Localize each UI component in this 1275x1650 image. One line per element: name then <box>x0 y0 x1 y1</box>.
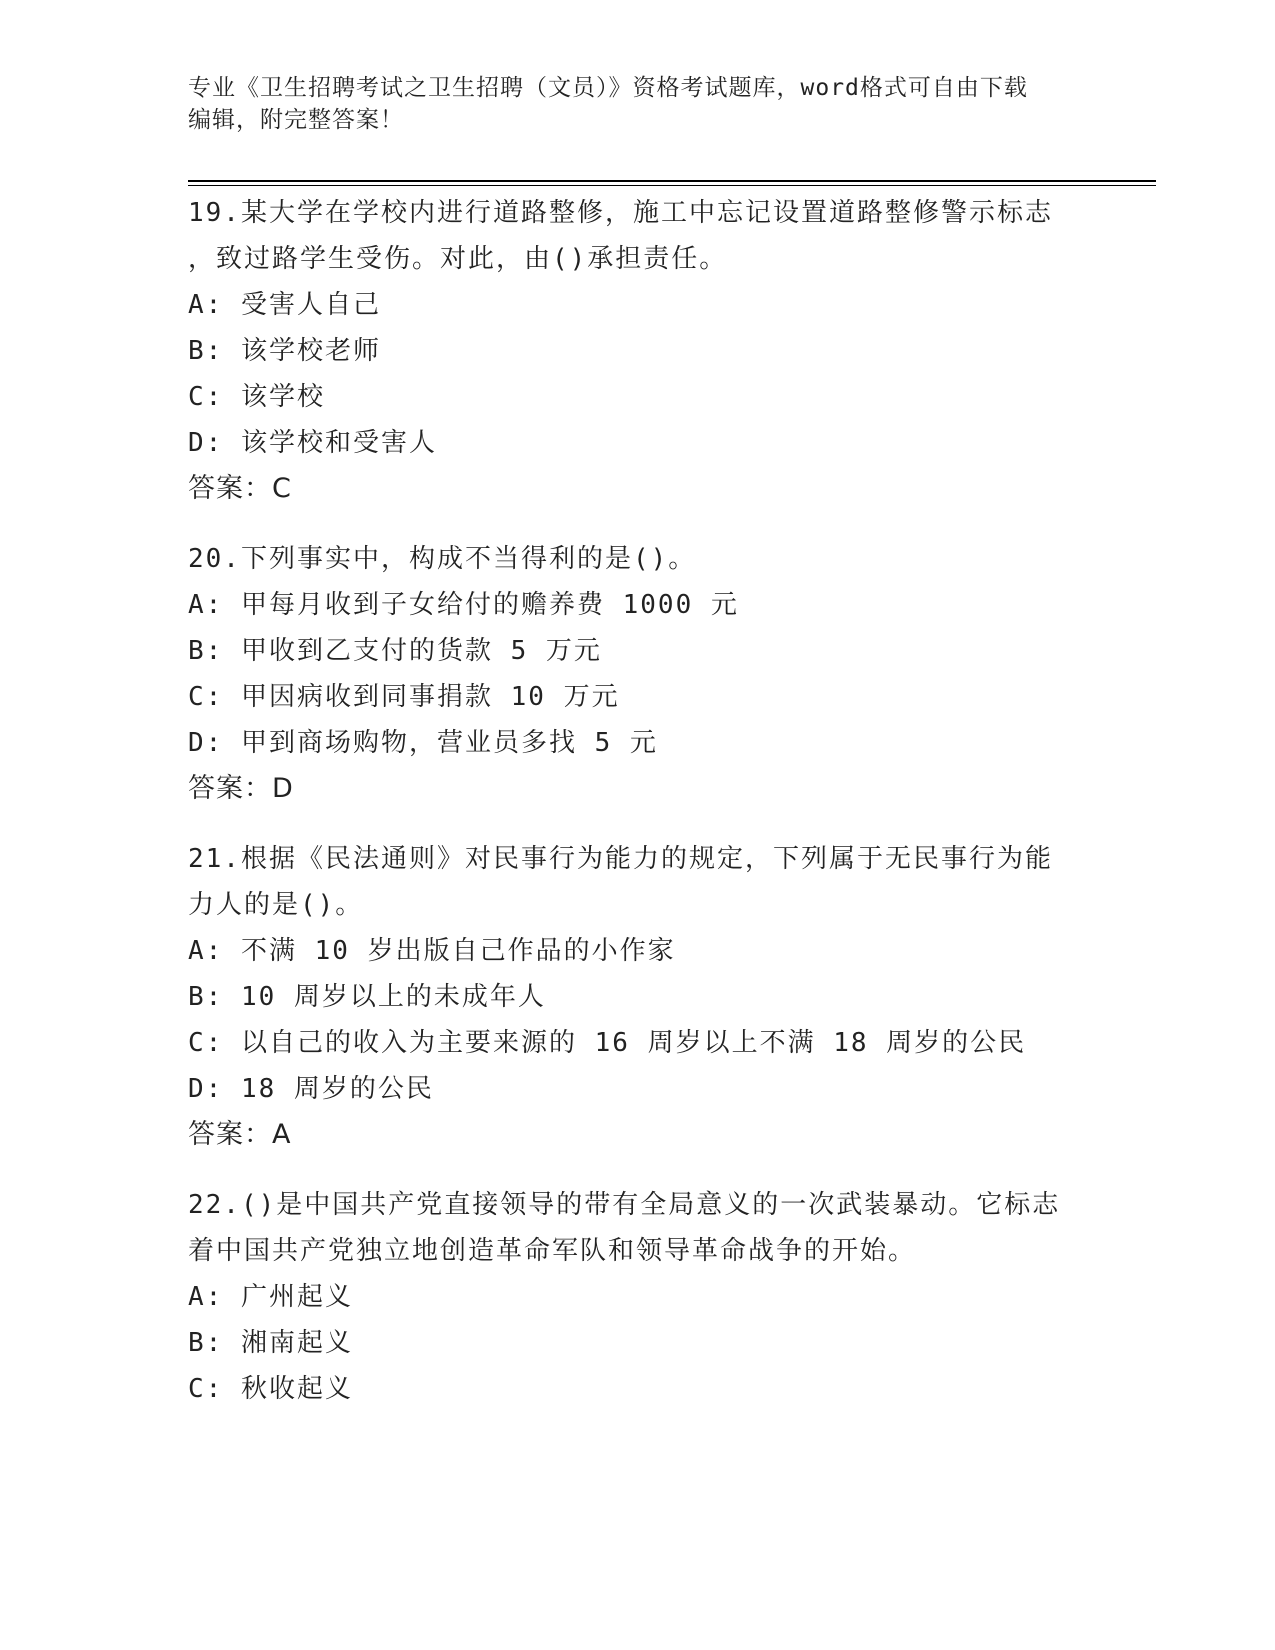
option-a: A: 甲每月收到子女给付的赡养费 1000 元 <box>188 590 739 620</box>
answer-line: 答案：C <box>188 473 292 504</box>
option-c: C: 以自己的收入为主要来源的 16 周岁以上不满 18 周岁的公民 <box>188 1028 1027 1058</box>
option-c: C: 该学校 <box>188 382 325 412</box>
question-20 <box>188 536 1088 812</box>
question-stem-continued: ，致过路学生受伤。对此，由()承担责任。 <box>188 244 728 274</box>
question-stem: 19.某大学在学校内进行道路整修，施工中忘记设置道路整修警示标志 <box>188 198 1053 228</box>
question-stem-continued: 着中国共产党独立地创造革命军队和领导革命战争的开始。 <box>188 1236 917 1266</box>
question-stem-continued: 力人的是()。 <box>188 890 364 920</box>
header-divider-thin <box>188 185 1156 186</box>
option-d: D: 18 周岁的公民 <box>188 1074 434 1104</box>
question-list <box>188 190 1088 1436</box>
question-stem: 21.根据《民法通则》对民事行为能力的规定，下列属于无民事行为能 <box>188 844 1053 874</box>
option-b: B: 10 周岁以上的未成年人 <box>188 982 546 1012</box>
header-line-1: 专业《卫生招聘考试之卫生招聘（文员）》资格考试题库，word格式可自由下载 <box>188 75 1028 101</box>
question-21 <box>188 836 1088 1158</box>
document-header <box>188 72 1088 136</box>
option-a: A: 受害人自己 <box>188 290 381 320</box>
question-stem: 22.()是中国共产党直接领导的带有全局意义的一次武装暴动。它标志 <box>188 1190 1061 1220</box>
answer-line: 答案：A <box>188 1119 292 1150</box>
option-d: D: 该学校和受害人 <box>188 428 437 458</box>
option-d: D: 甲到商场购物，营业员多找 5 元 <box>188 728 658 758</box>
question-22 <box>188 1182 1088 1412</box>
option-b: B: 该学校老师 <box>188 336 381 366</box>
option-a: A: 不满 10 岁出版自己作品的小作家 <box>188 936 676 966</box>
option-c: C: 甲因病收到同事捐款 10 万元 <box>188 682 620 712</box>
header-divider-thick <box>188 180 1156 182</box>
option-a: A: 广州起义 <box>188 1282 353 1312</box>
header-line-2: 编辑，附完整答案！ <box>188 107 404 133</box>
option-b: B: 湘南起义 <box>188 1328 353 1358</box>
question-stem: 20.下列事实中，构成不当得利的是()。 <box>188 544 697 574</box>
question-19 <box>188 190 1088 512</box>
answer-line: 答案：D <box>188 773 294 804</box>
option-c: C: 秋收起义 <box>188 1374 353 1404</box>
option-b: B: 甲收到乙支付的货款 5 万元 <box>188 636 602 666</box>
